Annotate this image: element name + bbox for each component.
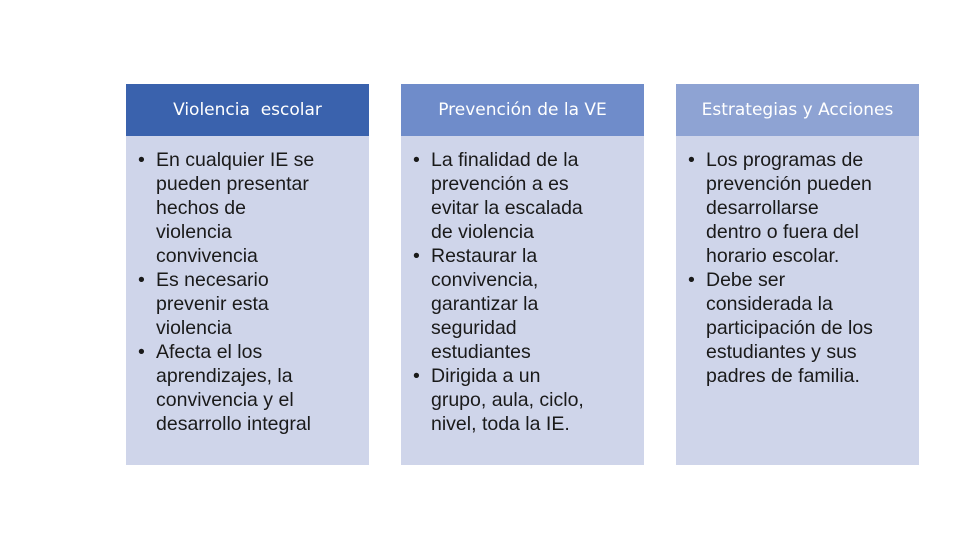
list-item (138, 340, 359, 436)
column-body (126, 136, 369, 436)
bullet-icon: • (413, 245, 420, 267)
list-item-text: Dirigida a un grupo, aula, ciclo, nivel, toda la IE. (431, 365, 584, 435)
list-item-text: Restaurar la convivencia, garantizar la seguridad estudiantes (431, 245, 539, 363)
list-item (413, 364, 634, 436)
column-header: Estrategias y Acciones (676, 84, 919, 136)
list-item-text: Los programas de prevención pueden desarrollarse dentro o fuera del horario escolar. (706, 149, 872, 267)
bullet-list (413, 148, 634, 436)
column-estrategias (676, 84, 919, 465)
column-header: Prevención de la VE (401, 84, 644, 136)
list-item (138, 268, 359, 340)
list-item (413, 148, 634, 244)
column-body (676, 136, 919, 388)
bullet-icon: • (138, 269, 145, 291)
list-item-text: Debe ser considerada la participación de los estudiantes y sus padres de familia. (706, 269, 873, 387)
column-header: Violencia escolar (126, 84, 369, 136)
list-item (413, 244, 634, 364)
list-item (688, 268, 909, 388)
list-item-text: Afecta el los aprendizajes, la convivencia y el desarrollo integral (156, 341, 312, 435)
list-item (138, 148, 359, 268)
bullet-icon: • (413, 365, 420, 387)
column-violencia-escolar (126, 84, 369, 465)
list-item (688, 148, 909, 268)
list-item-text: Es necesario prevenir esta violencia (156, 269, 269, 339)
column-body (401, 136, 644, 436)
bullet-list (138, 148, 359, 436)
bullet-icon: • (688, 269, 695, 291)
bullet-icon: • (138, 149, 145, 171)
list-item-text: La finalidad de la prevención a es evitar la escalada de violencia (431, 149, 583, 243)
column-prevencion (401, 84, 644, 465)
bullet-icon: • (688, 149, 695, 171)
bullet-icon: • (138, 341, 145, 363)
bullet-list (688, 148, 909, 388)
bullet-icon: • (413, 149, 420, 171)
list-item-text: En cualquier IE se pueden presentar hechos de violencia convivencia (156, 149, 315, 267)
